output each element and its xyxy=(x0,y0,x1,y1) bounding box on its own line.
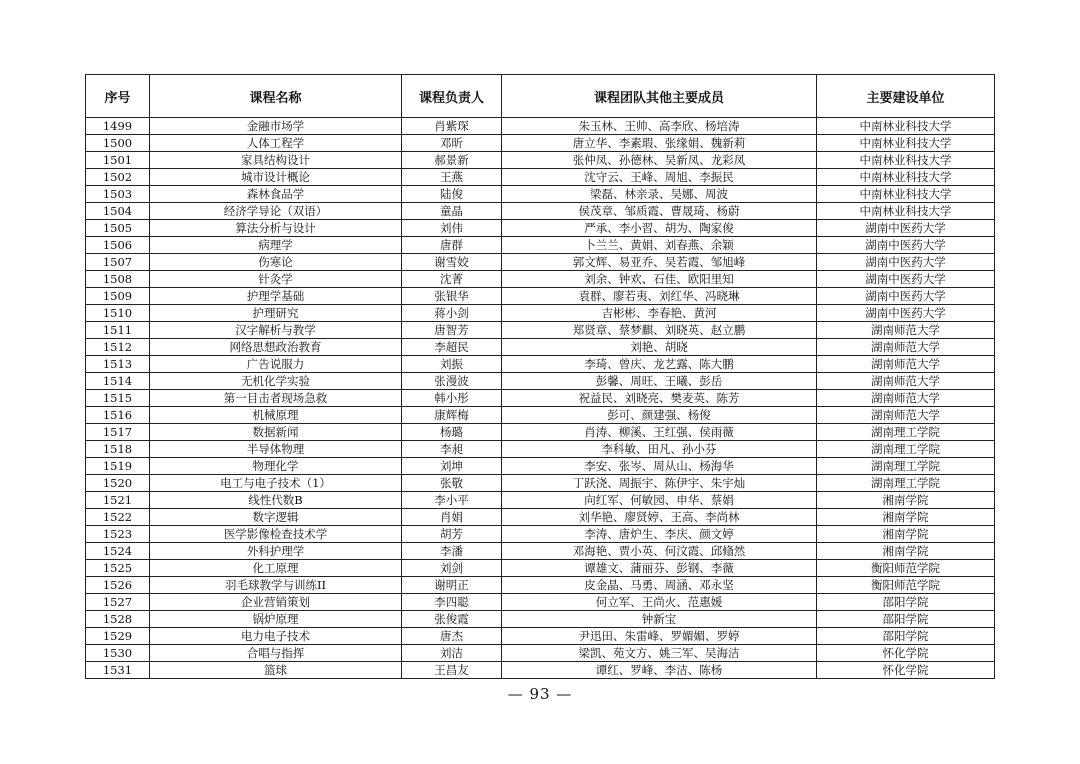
cell-course-name: 家具结构设计 xyxy=(150,152,402,169)
cell-team-members: 邓海艳、贾小英、何汶霞、邱翛然 xyxy=(502,543,817,560)
cell-institution: 中南林业科技大学 xyxy=(817,152,995,169)
cell-team-members: 李涛、唐炉生、李庆、颜文婷 xyxy=(502,526,817,543)
cell-course-name: 病理学 xyxy=(150,237,402,254)
cell-team-members: 向红军、何敏园、申华、蔡娟 xyxy=(502,492,817,509)
cell-course-lead: 康辉梅 xyxy=(402,407,502,424)
cell-institution: 衡阳师范学院 xyxy=(817,577,995,594)
cell-team-members: 刘余、钟欢、石佳、欧阳里知 xyxy=(502,271,817,288)
page-number: — 93 — xyxy=(507,685,573,703)
table-row xyxy=(86,339,995,356)
cell-team-members: 严承、李小習、胡为、陶家俊 xyxy=(502,220,817,237)
cell-institution: 湖南中医药大学 xyxy=(817,288,995,305)
cell-course-lead: 蒋小剑 xyxy=(402,305,502,322)
table-row xyxy=(86,118,995,135)
cell-course-lead: 唐杰 xyxy=(402,628,502,645)
cell-institution: 湖南师范大学 xyxy=(817,339,995,356)
cell-institution: 中南林业科技大学 xyxy=(817,135,995,152)
cell-course-name: 人体工程学 xyxy=(150,135,402,152)
cell-course-lead: 沈菁 xyxy=(402,271,502,288)
cell-institution: 中南林业科技大学 xyxy=(817,203,995,220)
cell-team-members: 刘华艳、廖贤婷、王高、李尚林 xyxy=(502,509,817,526)
cell-serial-number: 1501 xyxy=(86,152,150,169)
cell-course-lead: 刘伟 xyxy=(402,220,502,237)
cell-course-lead: 刘剑 xyxy=(402,560,502,577)
table-row xyxy=(86,305,995,322)
cell-course-lead: 陆俊 xyxy=(402,186,502,203)
table-body xyxy=(86,118,995,679)
table-row xyxy=(86,407,995,424)
cell-serial-number: 1528 xyxy=(86,611,150,628)
table-row xyxy=(86,594,995,611)
cell-team-members: 皮金晶、马勇、周涵、邓永坚 xyxy=(502,577,817,594)
cell-course-name: 医学影像检查技术学 xyxy=(150,526,402,543)
table-row xyxy=(86,577,995,594)
cell-team-members: 彭可、颜建强、杨俊 xyxy=(502,407,817,424)
table-row xyxy=(86,390,995,407)
cell-institution: 湖南理工学院 xyxy=(817,458,995,475)
cell-course-name: 机械原理 xyxy=(150,407,402,424)
cell-course-name: 羽毛球教学与训练II xyxy=(150,577,402,594)
cell-course-name: 物理化学 xyxy=(150,458,402,475)
cell-team-members: 梁磊、林亲录、吴娜、周波 xyxy=(502,186,817,203)
cell-team-members: 吉彬彬、李春艳、黄河 xyxy=(502,305,817,322)
cell-course-lead: 胡芳 xyxy=(402,526,502,543)
cell-serial-number: 1526 xyxy=(86,577,150,594)
table-row xyxy=(86,611,995,628)
cell-serial-number: 1527 xyxy=(86,594,150,611)
cell-institution: 怀化学院 xyxy=(817,662,995,679)
cell-course-name: 数字逻辑 xyxy=(150,509,402,526)
cell-course-lead: 张敬 xyxy=(402,475,502,492)
cell-course-name: 线性代数B xyxy=(150,492,402,509)
cell-team-members: 张仲凤、孙德林、吴新凤、龙彩凤 xyxy=(502,152,817,169)
cell-course-name: 电力电子技术 xyxy=(150,628,402,645)
cell-team-members: 唐立华、李素瑕、张缘娟、魏新莉 xyxy=(502,135,817,152)
table-row xyxy=(86,288,995,305)
table-row xyxy=(86,203,995,220)
cell-course-name: 针灸学 xyxy=(150,271,402,288)
table-row xyxy=(86,441,995,458)
cell-team-members: 彭馨、周旺、王曦、彭岳 xyxy=(502,373,817,390)
cell-team-members: 朱玉林、王帅、高李欣、杨培涛 xyxy=(502,118,817,135)
cell-course-name: 企业营销策划 xyxy=(150,594,402,611)
cell-institution: 中南林业科技大学 xyxy=(817,186,995,203)
cell-course-name: 外科护理学 xyxy=(150,543,402,560)
cell-team-members: 肖涛、柳溪、王红强、侯雨薇 xyxy=(502,424,817,441)
cell-serial-number: 1514 xyxy=(86,373,150,390)
cell-institution: 中南林业科技大学 xyxy=(817,118,995,135)
cell-institution: 湖南中医药大学 xyxy=(817,271,995,288)
cell-course-lead: 王昌友 xyxy=(402,662,502,679)
cell-team-members: 何立军、王尚火、范惠媛 xyxy=(502,594,817,611)
cell-course-lead: 李四聪 xyxy=(402,594,502,611)
cell-course-name: 护理研究 xyxy=(150,305,402,322)
cell-course-name: 篮球 xyxy=(150,662,402,679)
table-row xyxy=(86,169,995,186)
cell-course-name: 伤寒论 xyxy=(150,254,402,271)
cell-institution: 湘南学院 xyxy=(817,492,995,509)
cell-course-lead: 肖紫琛 xyxy=(402,118,502,135)
table-row xyxy=(86,424,995,441)
cell-institution: 湖南理工学院 xyxy=(817,475,995,492)
cell-course-lead: 李潘 xyxy=(402,543,502,560)
cell-institution: 湖南理工学院 xyxy=(817,441,995,458)
cell-serial-number: 1531 xyxy=(86,662,150,679)
cell-course-lead: 肖娟 xyxy=(402,509,502,526)
cell-institution: 中南林业科技大学 xyxy=(817,169,995,186)
table-row xyxy=(86,373,995,390)
cell-course-name: 第一目击者现场急救 xyxy=(150,390,402,407)
cell-team-members: 祝益民、刘晓亮、樊麦英、陈芳 xyxy=(502,390,817,407)
cell-serial-number: 1524 xyxy=(86,543,150,560)
cell-team-members: 谭雄文、蒲丽芬、彭钢、李薇 xyxy=(502,560,817,577)
cell-serial-number: 1520 xyxy=(86,475,150,492)
cell-serial-number: 1510 xyxy=(86,305,150,322)
cell-institution: 怀化学院 xyxy=(817,645,995,662)
table-row xyxy=(86,662,995,679)
cell-serial-number: 1512 xyxy=(86,339,150,356)
cell-serial-number: 1529 xyxy=(86,628,150,645)
cell-team-members: 沈守云、王峰、周旭、李振民 xyxy=(502,169,817,186)
cell-serial-number: 1530 xyxy=(86,645,150,662)
cell-course-lead: 韩小彤 xyxy=(402,390,502,407)
cell-course-lead: 李超民 xyxy=(402,339,502,356)
cell-serial-number: 1518 xyxy=(86,441,150,458)
cell-team-members: 卜兰兰、黄娟、刘春燕、余颖 xyxy=(502,237,817,254)
cell-serial-number: 1519 xyxy=(86,458,150,475)
cell-course-lead: 刘坤 xyxy=(402,458,502,475)
cell-team-members: 郭文辉、易亚乔、吴若霞、邹旭峰 xyxy=(502,254,817,271)
header-institution: 主要建设单位 xyxy=(817,75,995,118)
cell-institution: 湘南学院 xyxy=(817,509,995,526)
cell-course-name: 无机化学实验 xyxy=(150,373,402,390)
cell-course-lead: 谢明正 xyxy=(402,577,502,594)
cell-serial-number: 1521 xyxy=(86,492,150,509)
cell-institution: 湖南师范大学 xyxy=(817,356,995,373)
cell-serial-number: 1517 xyxy=(86,424,150,441)
cell-course-lead: 刘洁 xyxy=(402,645,502,662)
table-header-row xyxy=(86,75,995,118)
table-row xyxy=(86,356,995,373)
cell-team-members: 李琦、曾庆、龙艺露、陈大鹏 xyxy=(502,356,817,373)
cell-team-members: 袁群、廖若夷、刘红华、冯晓琳 xyxy=(502,288,817,305)
cell-institution: 邵阳学院 xyxy=(817,611,995,628)
cell-course-name: 算法分析与设计 xyxy=(150,220,402,237)
cell-institution: 湖南理工学院 xyxy=(817,424,995,441)
cell-course-name: 经济学导论（双语） xyxy=(150,203,402,220)
table-row xyxy=(86,645,995,662)
cell-serial-number: 1508 xyxy=(86,271,150,288)
cell-course-lead: 张漫波 xyxy=(402,373,502,390)
cell-institution: 湖南中医药大学 xyxy=(817,254,995,271)
cell-course-name: 汉字解析与教学 xyxy=(150,322,402,339)
cell-serial-number: 1503 xyxy=(86,186,150,203)
cell-institution: 湖南师范大学 xyxy=(817,390,995,407)
cell-team-members: 梁凯、苑文方、姚三军、吴海洁 xyxy=(502,645,817,662)
table-row xyxy=(86,186,995,203)
cell-institution: 邵阳学院 xyxy=(817,628,995,645)
course-table xyxy=(85,74,995,679)
cell-course-name: 化工原理 xyxy=(150,560,402,577)
cell-course-lead: 郝景新 xyxy=(402,152,502,169)
cell-course-name: 锅炉原理 xyxy=(150,611,402,628)
cell-course-lead: 张俊霞 xyxy=(402,611,502,628)
cell-course-lead: 王燕 xyxy=(402,169,502,186)
cell-course-name: 网络思想政治教育 xyxy=(150,339,402,356)
cell-institution: 湘南学院 xyxy=(817,526,995,543)
cell-team-members: 郑贤章、蔡梦麒、刘晓英、赵立鹏 xyxy=(502,322,817,339)
cell-course-lead: 邓昕 xyxy=(402,135,502,152)
cell-team-members: 钟新宝 xyxy=(502,611,817,628)
cell-course-lead: 张银华 xyxy=(402,288,502,305)
cell-team-members: 谭红、罗峰、李洁、陈杨 xyxy=(502,662,817,679)
header-serial-number: 序号 xyxy=(86,75,150,118)
table-row xyxy=(86,220,995,237)
cell-course-lead: 杨璐 xyxy=(402,424,502,441)
cell-serial-number: 1511 xyxy=(86,322,150,339)
cell-serial-number: 1504 xyxy=(86,203,150,220)
cell-course-name: 护理学基础 xyxy=(150,288,402,305)
cell-course-name: 金融市场学 xyxy=(150,118,402,135)
table-row xyxy=(86,475,995,492)
table-row xyxy=(86,560,995,577)
table-row xyxy=(86,458,995,475)
cell-serial-number: 1522 xyxy=(86,509,150,526)
cell-institution: 湖南师范大学 xyxy=(817,373,995,390)
cell-course-name: 电工与电子技术（1） xyxy=(150,475,402,492)
cell-serial-number: 1506 xyxy=(86,237,150,254)
header-course-name: 课程名称 xyxy=(150,75,402,118)
cell-course-lead: 谢雪姣 xyxy=(402,254,502,271)
table-row xyxy=(86,271,995,288)
cell-institution: 湖南师范大学 xyxy=(817,407,995,424)
table-row xyxy=(86,628,995,645)
cell-course-lead: 李小平 xyxy=(402,492,502,509)
cell-course-name: 合唱与指挥 xyxy=(150,645,402,662)
header-course-lead: 课程负责人 xyxy=(402,75,502,118)
cell-course-name: 半导体物理 xyxy=(150,441,402,458)
cell-serial-number: 1502 xyxy=(86,169,150,186)
cell-team-members: 李安、张岑、周从山、杨海华 xyxy=(502,458,817,475)
cell-course-lead: 童晶 xyxy=(402,203,502,220)
cell-institution: 湘南学院 xyxy=(817,543,995,560)
cell-serial-number: 1500 xyxy=(86,135,150,152)
cell-course-lead: 唐智芳 xyxy=(402,322,502,339)
cell-serial-number: 1513 xyxy=(86,356,150,373)
cell-serial-number: 1525 xyxy=(86,560,150,577)
cell-team-members: 侯茂章、邹质霞、曹晟琦、杨蔚 xyxy=(502,203,817,220)
cell-course-lead: 唐群 xyxy=(402,237,502,254)
cell-course-name: 数据新闻 xyxy=(150,424,402,441)
table-row xyxy=(86,152,995,169)
cell-institution: 湖南师范大学 xyxy=(817,322,995,339)
cell-serial-number: 1515 xyxy=(86,390,150,407)
table-row xyxy=(86,509,995,526)
cell-institution: 邵阳学院 xyxy=(817,594,995,611)
table-row xyxy=(86,526,995,543)
cell-team-members: 李科敏、田凡、孙小芬 xyxy=(502,441,817,458)
table-row xyxy=(86,492,995,509)
table-row xyxy=(86,543,995,560)
table-row xyxy=(86,237,995,254)
cell-team-members: 刘艳、胡晓 xyxy=(502,339,817,356)
cell-serial-number: 1523 xyxy=(86,526,150,543)
table-row xyxy=(86,322,995,339)
cell-course-lead: 李昶 xyxy=(402,441,502,458)
cell-serial-number: 1516 xyxy=(86,407,150,424)
cell-team-members: 丁跃浇、周振宇、陈伊宇、朱宇灿 xyxy=(502,475,817,492)
cell-serial-number: 1505 xyxy=(86,220,150,237)
cell-course-name: 森林食品学 xyxy=(150,186,402,203)
cell-team-members: 尹迅田、朱雷峰、罗媚媚、罗婷 xyxy=(502,628,817,645)
cell-course-name: 城市设计概论 xyxy=(150,169,402,186)
cell-institution: 湖南中医药大学 xyxy=(817,237,995,254)
cell-serial-number: 1507 xyxy=(86,254,150,271)
table-row xyxy=(86,135,995,152)
table-row xyxy=(86,254,995,271)
cell-serial-number: 1499 xyxy=(86,118,150,135)
cell-institution: 衡阳师范学院 xyxy=(817,560,995,577)
cell-institution: 湖南中医药大学 xyxy=(817,305,995,322)
cell-course-lead: 刘振 xyxy=(402,356,502,373)
cell-serial-number: 1509 xyxy=(86,288,150,305)
cell-course-name: 广告说服力 xyxy=(150,356,402,373)
cell-institution: 湖南中医药大学 xyxy=(817,220,995,237)
header-team-members: 课程团队其他主要成员 xyxy=(502,75,817,118)
